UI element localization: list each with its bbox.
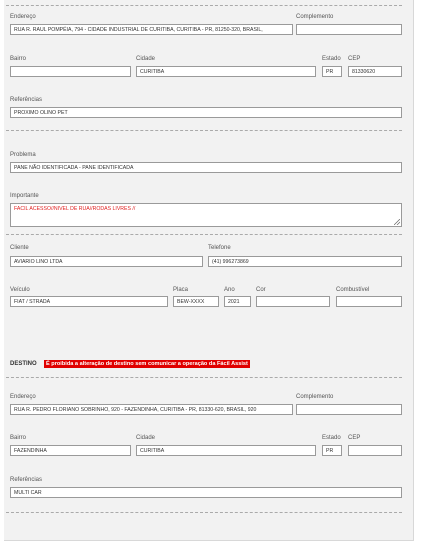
destino-complemento-input[interactable] (296, 404, 402, 415)
cor-label: Cor (256, 287, 266, 293)
referencias-label: Referências (10, 97, 43, 103)
destino-cidade-input[interactable]: CURITIBA (136, 445, 316, 456)
endereco-input[interactable]: RUA R. RAUL POMPÉIA, 794 - CIDADE INDUSTRIAL DE CURITIBA, CURITIBA - PR, 81250-320, BRASIL, (10, 24, 293, 35)
destino-estado-input[interactable]: PR (322, 445, 342, 456)
destino-referencias-label: Referências (10, 477, 43, 483)
divider (6, 5, 402, 6)
ano-label: Ano (224, 287, 235, 293)
destino-bairro-label: Bairro (10, 435, 27, 441)
destino-endereco-label: Endereço (10, 394, 36, 400)
service-form-panel (4, 0, 414, 541)
destino-estado-label: Estado (322, 435, 341, 441)
combustivel-label: Combustível (336, 287, 370, 293)
placa-label: Placa (173, 287, 189, 293)
importante-text: FACIL ACESSO//NIVEL DE RUA//RODAS LIVRES // (14, 206, 136, 212)
placa-input[interactable]: BEW-XXXX (173, 296, 219, 307)
destino-cep-input[interactable] (348, 445, 402, 456)
destino-title: DESTINO (10, 361, 37, 367)
cidade-input[interactable]: CURITIBA (136, 66, 316, 77)
destino-cidade-label: Cidade (136, 435, 156, 441)
complemento-label: Complemento (296, 14, 334, 20)
divider (6, 512, 402, 513)
destino-complemento-label: Complemento (296, 394, 334, 400)
resize-handle-icon[interactable] (394, 219, 400, 225)
cliente-input[interactable]: AVIARIO LINO LTDA (10, 256, 203, 267)
estado-label: Estado (322, 56, 341, 62)
cep-input[interactable]: 81330620 (348, 66, 402, 77)
cliente-label: Cliente (10, 245, 29, 251)
problema-input[interactable]: PANE NÃO IDENTIFICADA - PANE IDENTIFICADA (10, 162, 402, 173)
divider (6, 377, 402, 378)
destino-referencias-input[interactable]: MULTI CAR (10, 487, 402, 498)
importante-label: Importante (10, 193, 39, 199)
problema-label: Problema (10, 152, 36, 158)
referencias-input[interactable]: PROXIMO OLINO PET (10, 107, 402, 118)
cor-input[interactable] (256, 296, 330, 307)
bairro-input[interactable] (10, 66, 131, 77)
endereco-label: Endereço (10, 14, 36, 20)
destino-endereco-input[interactable]: RUA R. PEDRO FLORIANO SOBRINHO, 920 - FAZENDINHA, CURITIBA - PR, 81330-620, BRASIL, 920 (10, 404, 293, 415)
destino-warning-badge: É proibida a alteração de destino sem comunicar a operação da Fácil Assist (46, 361, 248, 367)
destino-bairro-input[interactable]: FAZENDINHA (10, 445, 131, 456)
cidade-label: Cidade (136, 56, 156, 62)
combustivel-input[interactable] (336, 296, 402, 307)
complemento-input[interactable] (296, 24, 402, 35)
divider (6, 234, 402, 235)
divider (6, 130, 402, 131)
veiculo-label: Veículo (10, 287, 30, 293)
telefone-input[interactable]: (41) 996273869 (208, 256, 402, 267)
importante-textarea[interactable] (10, 203, 402, 227)
telefone-label: Telefone (208, 245, 231, 251)
cep-label: CEP (348, 56, 361, 62)
destino-cep-label: CEP (348, 435, 361, 441)
estado-input[interactable]: PR (322, 66, 342, 77)
veiculo-input[interactable]: FIAT / STRADA (10, 296, 168, 307)
bairro-label: Bairro (10, 56, 27, 62)
ano-input[interactable]: 2021 (224, 296, 251, 307)
